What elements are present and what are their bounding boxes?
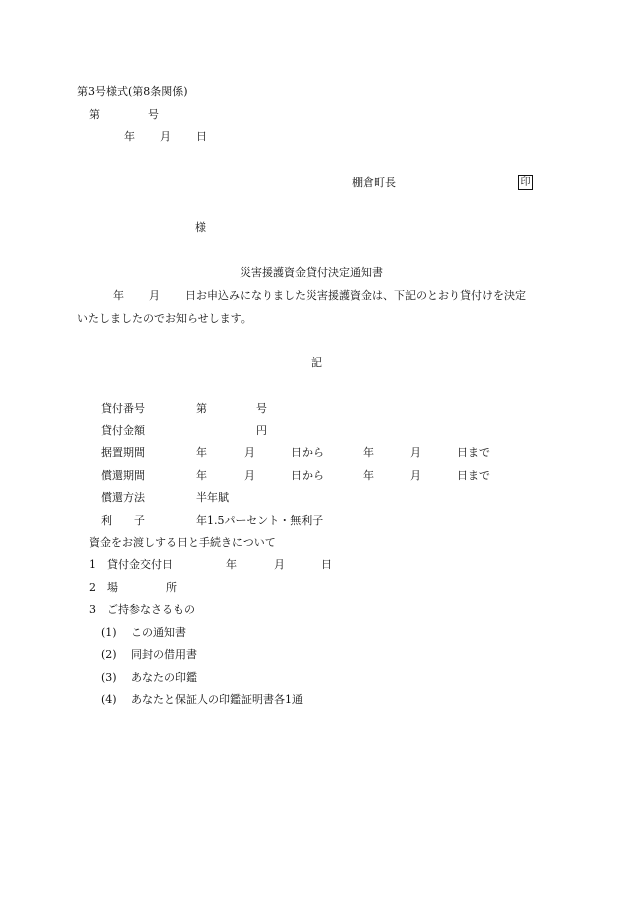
detail-cell: 日から <box>291 446 324 459</box>
intro-line2: いたしましたのでお知らせします。 <box>77 312 252 325</box>
procedure-label: 貸付金交付日 <box>107 558 173 571</box>
sender-title: 棚倉町長 <box>352 176 396 189</box>
detail-cell: 日まで <box>457 469 490 482</box>
detail-label: 償還期間 <box>101 469 145 482</box>
document-title: 災害援護資金貸付決定通知書 <box>240 266 383 279</box>
detail-cell: 第 <box>196 402 207 415</box>
detail-cell: 月 <box>244 469 255 482</box>
detail-cell: 月 <box>410 446 421 459</box>
belonging-text: 同封の借用書 <box>131 648 197 661</box>
procedure-label: 所 <box>166 581 177 594</box>
detail-label: 利 子 <box>101 514 145 527</box>
recipient-honorific: 様 <box>195 221 206 234</box>
seal-stamp: 印 <box>518 175 533 190</box>
detail-cell: 年 <box>196 446 207 459</box>
doc-number-suffix: 号 <box>148 108 159 121</box>
procedure-label: ご持参なさるもの <box>107 603 195 616</box>
date-day: 日 <box>196 130 207 143</box>
belonging-text: あなたと保証人の印鑑証明書各1通 <box>131 693 303 706</box>
procedure-num: 3 <box>89 603 96 616</box>
detail-cell: 半年賦 <box>196 491 229 504</box>
date-year: 年 <box>124 130 135 143</box>
procedure-label: 場 <box>107 581 118 594</box>
procedure-year: 年 <box>226 558 237 571</box>
procedure-num: 1 <box>89 558 96 571</box>
detail-label: 貸付番号 <box>101 402 145 415</box>
belonging-num: (2) <box>101 648 117 661</box>
detail-cell: 年1.5パーセント・無利子 <box>196 514 324 527</box>
belonging-num: (3) <box>101 671 117 684</box>
belonging-text: この通知書 <box>131 626 186 639</box>
detail-label: 償還方法 <box>101 491 145 504</box>
detail-cell: 年 <box>363 469 374 482</box>
detail-cell: 円 <box>256 424 267 437</box>
doc-number-prefix: 第 <box>89 108 100 121</box>
intro-line1: 日お申込みになりました災害援護資金は、下記のとおり貸付けを決定 <box>185 289 526 302</box>
detail-cell: 号 <box>256 402 267 415</box>
belonging-num: (1) <box>101 626 117 639</box>
detail-label: 据置期間 <box>101 446 145 459</box>
detail-cell: 月 <box>244 446 255 459</box>
belonging-num: (4) <box>101 693 117 706</box>
intro-month: 月 <box>149 289 160 302</box>
ki-heading: 記 <box>311 356 322 369</box>
detail-cell: 年 <box>363 446 374 459</box>
detail-label: 貸付金額 <box>101 424 145 437</box>
procedure-day: 日 <box>321 558 332 571</box>
detail-cell: 日まで <box>457 446 490 459</box>
detail-cell: 年 <box>196 469 207 482</box>
procedure-num: 2 <box>89 581 96 594</box>
detail-cell: 日から <box>291 469 324 482</box>
procedure-heading: 資金をお渡しする日と手続きについて <box>89 536 276 549</box>
belonging-text: あなたの印鑑 <box>131 671 197 684</box>
date-month: 月 <box>160 130 171 143</box>
intro-year: 年 <box>113 289 124 302</box>
procedure-month: 月 <box>274 558 285 571</box>
detail-cell: 月 <box>410 469 421 482</box>
form-number: 第3号様式(第8条関係) <box>77 85 188 98</box>
